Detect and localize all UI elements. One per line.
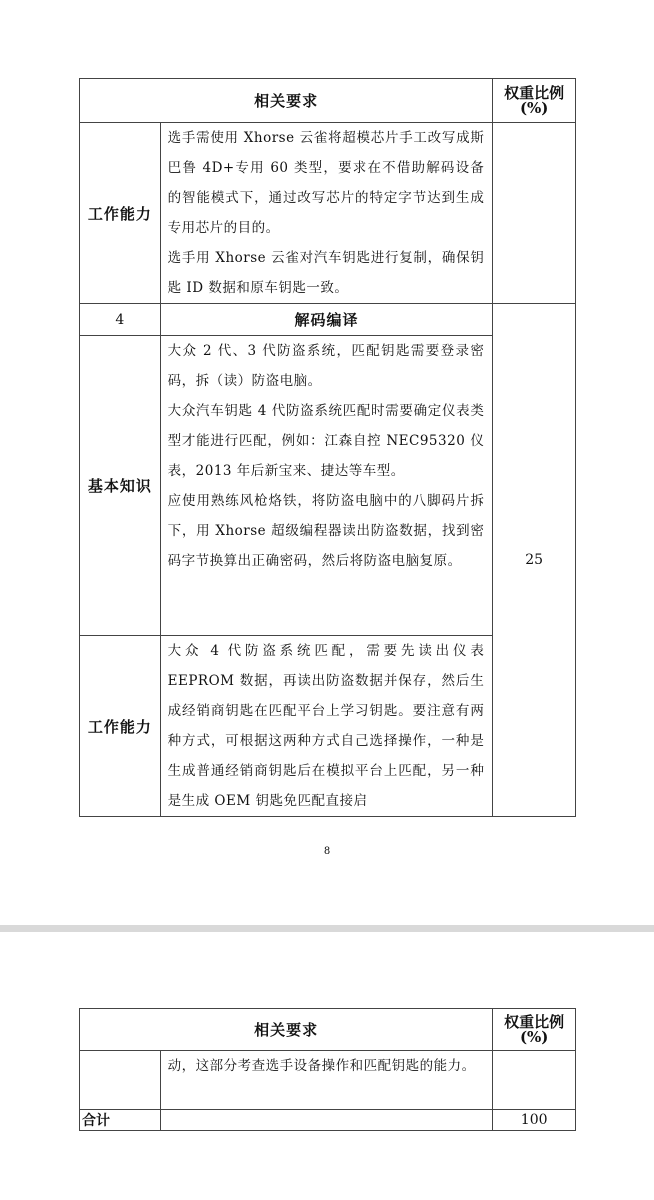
requirements-table-continued	[79, 1008, 576, 1131]
document-page-2	[0, 932, 654, 1200]
basic-knowledge-label: 基本知识	[80, 336, 161, 636]
paragraph: 应使用熟练风枪烙铁，将防盗电脑中的八脚码片拆下，用 Xhorse 超级编程器读出防盗数据，找到密码字节换算出正确密码，然后将防盗电脑复原。	[167, 493, 485, 569]
table-header-row	[80, 1009, 576, 1051]
weight-cell-empty	[493, 123, 576, 304]
section-weight: 25	[493, 304, 576, 817]
label-cell-empty	[80, 1051, 161, 1110]
weight-header	[493, 79, 576, 123]
work-ability-row-1	[80, 123, 576, 304]
paragraph: 大众汽车钥匙 4 代防盗系统匹配时需要确定仪表类型才能进行匹配，例如：江森自控 NEC95320 仪表，2013 年后新宝来、捷达等车型。	[167, 403, 485, 479]
section-row	[80, 304, 576, 336]
weight-header-title: 权重比例	[504, 83, 565, 102]
total-label: 合计	[80, 1110, 161, 1131]
paragraph: 大众 4 代防盗系统匹配，需要先读出仪表 EEPROM 数据，再读出防盗数据并保存，然后生成经销商钥匙在匹配平台上学习钥匙。要注意有两种方式，可根据这两种方式自己选择操作，一种是生成普通经销商钥匙后在模拟平台上匹配，另一种是生成 OEM 钥匙免匹配直接启	[167, 643, 485, 809]
paragraph: 大众 2 代、3 代防盗系统，匹配钥匙需要登录密码，拆（读）防盗电脑。	[167, 343, 485, 389]
work-ability-content	[160, 123, 493, 304]
total-value: 100	[493, 1110, 576, 1131]
continuation-row	[80, 1051, 576, 1110]
page-number: 8	[323, 846, 331, 857]
paragraph: 选手需使用 Xhorse 云雀将超模芯片手工改写成斯巴鲁 4D+专用 60 类型，要求在不借助解码设备的智能模式下，通过改写芯片的特定字节达到生成专用芯片的目的。	[167, 130, 485, 236]
weight-header-unit: (%)	[519, 1027, 549, 1046]
total-row	[80, 1110, 576, 1131]
paragraph: 选手用 Xhorse 云雀对汽车钥匙进行复制，确保钥匙 ID 数据和原车钥匙一致。	[167, 250, 485, 296]
section-number: 4	[80, 304, 161, 336]
work-ability-content	[160, 636, 493, 817]
requirements-table	[79, 78, 576, 817]
work-ability-label: 工作能力	[80, 636, 161, 817]
section-title: 解码编译	[160, 304, 493, 336]
basic-knowledge-content	[160, 336, 493, 636]
total-middle-empty	[160, 1110, 493, 1131]
paragraph: 动，这部分考查选手设备操作和匹配钥匙的能力。	[167, 1058, 476, 1074]
requirements-header: 相关要求	[80, 79, 493, 123]
weight-header-unit: (%)	[519, 98, 549, 117]
weight-header	[493, 1009, 576, 1051]
requirements-header: 相关要求	[80, 1009, 493, 1051]
work-ability-label: 工作能力	[80, 123, 161, 304]
continuation-content	[160, 1051, 493, 1110]
table-header-row	[80, 79, 576, 123]
weight-cell-empty	[493, 1051, 576, 1110]
weight-header-title: 权重比例	[504, 1012, 565, 1031]
page-separator	[0, 925, 654, 932]
